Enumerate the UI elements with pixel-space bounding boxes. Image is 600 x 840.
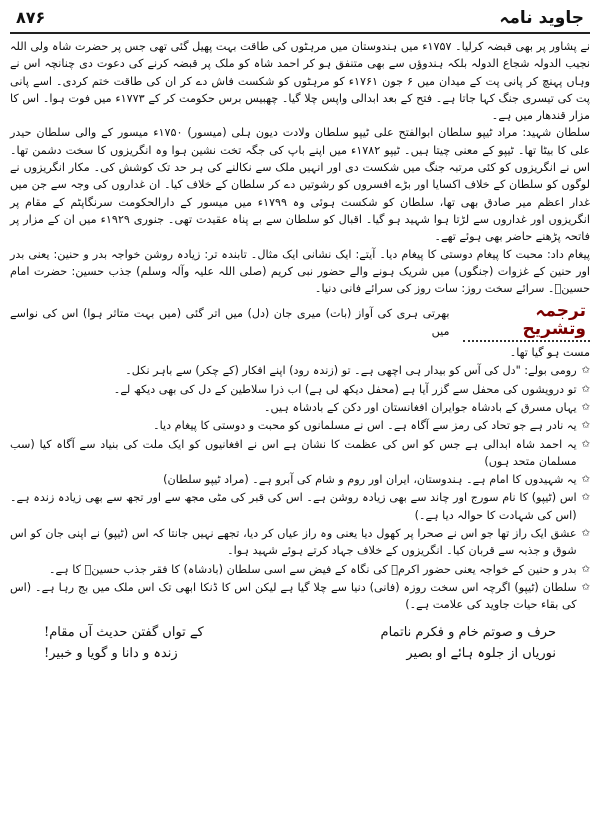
list-item-text: یہاں مسرق کے بادشاہ جوایران افغانستان اور دکن کے بادشاہ ہیں۔ (263, 400, 577, 414)
paragraph-glossary: پیغام داد: محبت کا پیغام دوستی کا پیغام دیا۔ آیتے: ایک نشانی ایک مثال۔ تابندہ تر: زیادہ روشن خواجہ بدر و حنین: یعنی بدر اور حنین کے غزوات (جنگوں) میں شریک ہونے والے حضور نبی کریم (صلی اللہ علیہ وآلہ وسلم) جذب حسین: حضرت امام حسینؓ۔ سرائے سخت روز: سات روز کی سرائے فانی دنیا۔ (10, 247, 590, 296)
star-icon: ✩ (581, 365, 590, 377)
paragraph-tipu-sultan: سلطان شہید: مراد ٹیپو سلطان ابوالفتح علی ٹیپو سلطان ولادت دیون ہلی (میسور) ۱۷۵۰ء میسور کے والی سلطان حیدر علی کا بیٹا تھا۔ ٹیپو کے معنی چیتا ہیں۔ ٹیپو ۱۷۸۲ء میں اپنے باپ کی جگہ تخت نشین ہوا وہ انگریزوں کا سخت دشمن تھا۔ اس نے انگریزوں کو کئی مرتبہ جنگ میں شکست دی اور انہیں ملک سے نکالنے کی ہر حد تک کوشش کی۔ مکار انگریزوں نے لوگوں کو سلطان کے خلاف اکسایا اور بڑے افسروں کو رشوتیں دے کر سلطان کے خلاف کیا۔ ان غداروں کی وجہ سے جن میں غدار اعظم میر صادق بھی تھا، سلطان کو شکست ہوئی وہ ۱۷۹۹ء میں میسور کے دارالحکومت سرنگاپٹم کے مقام پر انگریزوں اور غداروں سے لڑتا ہوا شہید ہو گیا۔ اقبال کو سلطان سے بے پناہ عقیدت تھی۔ جنوری ۱۹۲۹ء میں ان کے مزار پر فاتحہ پڑھنے حاضر بھی ہوئے تھے۔ (10, 126, 591, 244)
list-item (10, 579, 590, 614)
star-icon: ✩ (581, 438, 590, 450)
couplet-second-hemistich: زندہ و دانا و گویا و خبیر! (44, 645, 178, 661)
book-title: جاوید نامہ (499, 8, 584, 28)
star-icon: ✩ (581, 492, 590, 504)
star-icon: ✩ (581, 401, 590, 413)
star-icon: ✩ (581, 383, 590, 395)
page-header (10, 6, 590, 34)
page-body (10, 38, 590, 662)
list-item (10, 436, 590, 471)
list-item (10, 417, 590, 434)
couplet-first-hemistich: نوریاں از جلوہ ہائے او بصیر (406, 645, 556, 661)
list-item (10, 399, 590, 416)
star-icon: ✩ (581, 563, 590, 575)
star-icon: ✩ (581, 420, 590, 432)
paragraph-ahmad-shah: نے پشاور پر بھی قبضہ کرلیا۔ ۱۷۵۷ء میں ہندوستان میں مرہٹوں کی طاقت بہت پھیل گئی تھی جس پر حضرت شاہ ولی اللہ نجیب الدولہ شجاع الدولہ بلکہ ہندوؤں سے بھی متنفق ہو کر احمد شاہ کو ملک پر قبضہ کرنے کی دعوت دی چنانچہ اس نے وہاں پہنچ کر پانی پت کے میدان میں ۶ جون ۱۷۶۱ء کو مرہٹوں کو شکست فاش دے کر ان کی طاقت ختم کردی۔ اسے پانی پت کی تیسری جنگ کہا جاتا ہے۔ فتح کے بعد ابدالی واپس چلا گیا۔ چھبیس برس حکومت کر کے ۱۷۷۳ء میں فوت ہوا۔ اس کا مزار قندھار میں ہے۔ (10, 40, 590, 123)
list-item-text: بدر و حنین کے خواجہ یعنی حضور اکرمؐ کی نگاہ کے فیض سے اسی سلطان (بادشاہ) کا فقر جذب حسینؑ کا ہے۔ (48, 562, 577, 576)
list-item (10, 561, 590, 578)
couplet-second-hemistich: کے تواں گفتن حدیث آں مقام! (44, 624, 204, 640)
list-item-text: یہ احمد شاہ ابدالی ہے جس کو اس کی عظمت کا نشان ہے اس نے افغانیوں کو ایک ملت کی بنیاد سے آگاہ کیا (سب مسلمان متحد ہوں) (10, 437, 577, 468)
list-item-text: یہ شہیدوں کا امام ہے۔ ہندوستان، ایران اور روم و شام کی آبرو ہے۔ (مراد ٹیپو سلطان) (163, 473, 577, 487)
list-item-text: تو درویشوں کی محفل سے گزر آیا ہے (محفل دیکھ لی ہے) اب ذرا سلاطین کے دل کی بھی دیکھ لے۔ (113, 382, 577, 396)
couplet (10, 645, 590, 662)
section-title: ترجمہ وتشریح (463, 303, 590, 342)
page-number: ۸۷۶ (16, 8, 46, 27)
section-subtitle: بھرتی ہری کی آواز (بات) میری جان (دل) میں اتر گئی (میں بہت متاثر ہوا) اس کی نواسے میں (10, 307, 450, 338)
list-item (10, 525, 590, 560)
persian-couplets (10, 624, 590, 663)
couplet-first-hemistich: حرف و صوتم خام و فکرم ناتمام (380, 624, 556, 640)
list-item-text: سلطان (ٹیپو) اگرچہ اس سخت روزہ (فانی) دنیا سے چلا گیا ہے لیکن اس کا ڈنکا ابھی تک اس ملک میں بج رہا ہے۔ (اس کی بقاء حیات جاوید کی علامت ہے۔) (10, 580, 577, 612)
translation-list (10, 362, 590, 613)
star-icon: ✩ (581, 474, 590, 486)
list-item (10, 471, 590, 488)
list-item (10, 362, 590, 379)
list-item-text: یہ نادر ہے جو تحاد کی رمز سے آگاہ ہے۔ اس نے مسلمانوں کو محبت و دوستی کا پیغام دیا۔ (153, 419, 577, 433)
list-item (10, 381, 590, 398)
star-icon: ✩ (581, 528, 590, 540)
list-item-text: عشق ایک راز تھا جو اس نے صحرا پر کھول دیا یعنی وہ راز عیاں کر دیا، تجھے نہیں جانتا کہ اس (ٹیپو) نے اپنی جان کو اس شوق و جذبہ سے قربان کیا۔ انگریزوں کے خلاف جہاد کرتے ہوئے شہید ہوا۔ (10, 527, 577, 558)
list-item-text: اس (ٹیپو) کا نام سورج اور چاند سے بھی زیادہ روشن ہے۔ اس کی قبر کی مٹی مجھ سے اور تجھ سے بھی زیادہ زندہ ہے۔ (اس کی شہادت کا حوالہ دیا ہے۔) (10, 491, 577, 522)
list-item (10, 489, 590, 524)
couplet (10, 624, 590, 641)
list-item-text: رومی بولے: "دل کی آس کو بیدار ہی اچھی ہے۔ تو (زندہ رود) اپنے افکار (کے چکر) سے باہر نکل۔ (125, 364, 577, 378)
star-icon: ✩ (581, 581, 590, 593)
continuation-line: مست ہو گیا تھا۔ (509, 346, 590, 360)
translation-heading-row (10, 303, 590, 342)
